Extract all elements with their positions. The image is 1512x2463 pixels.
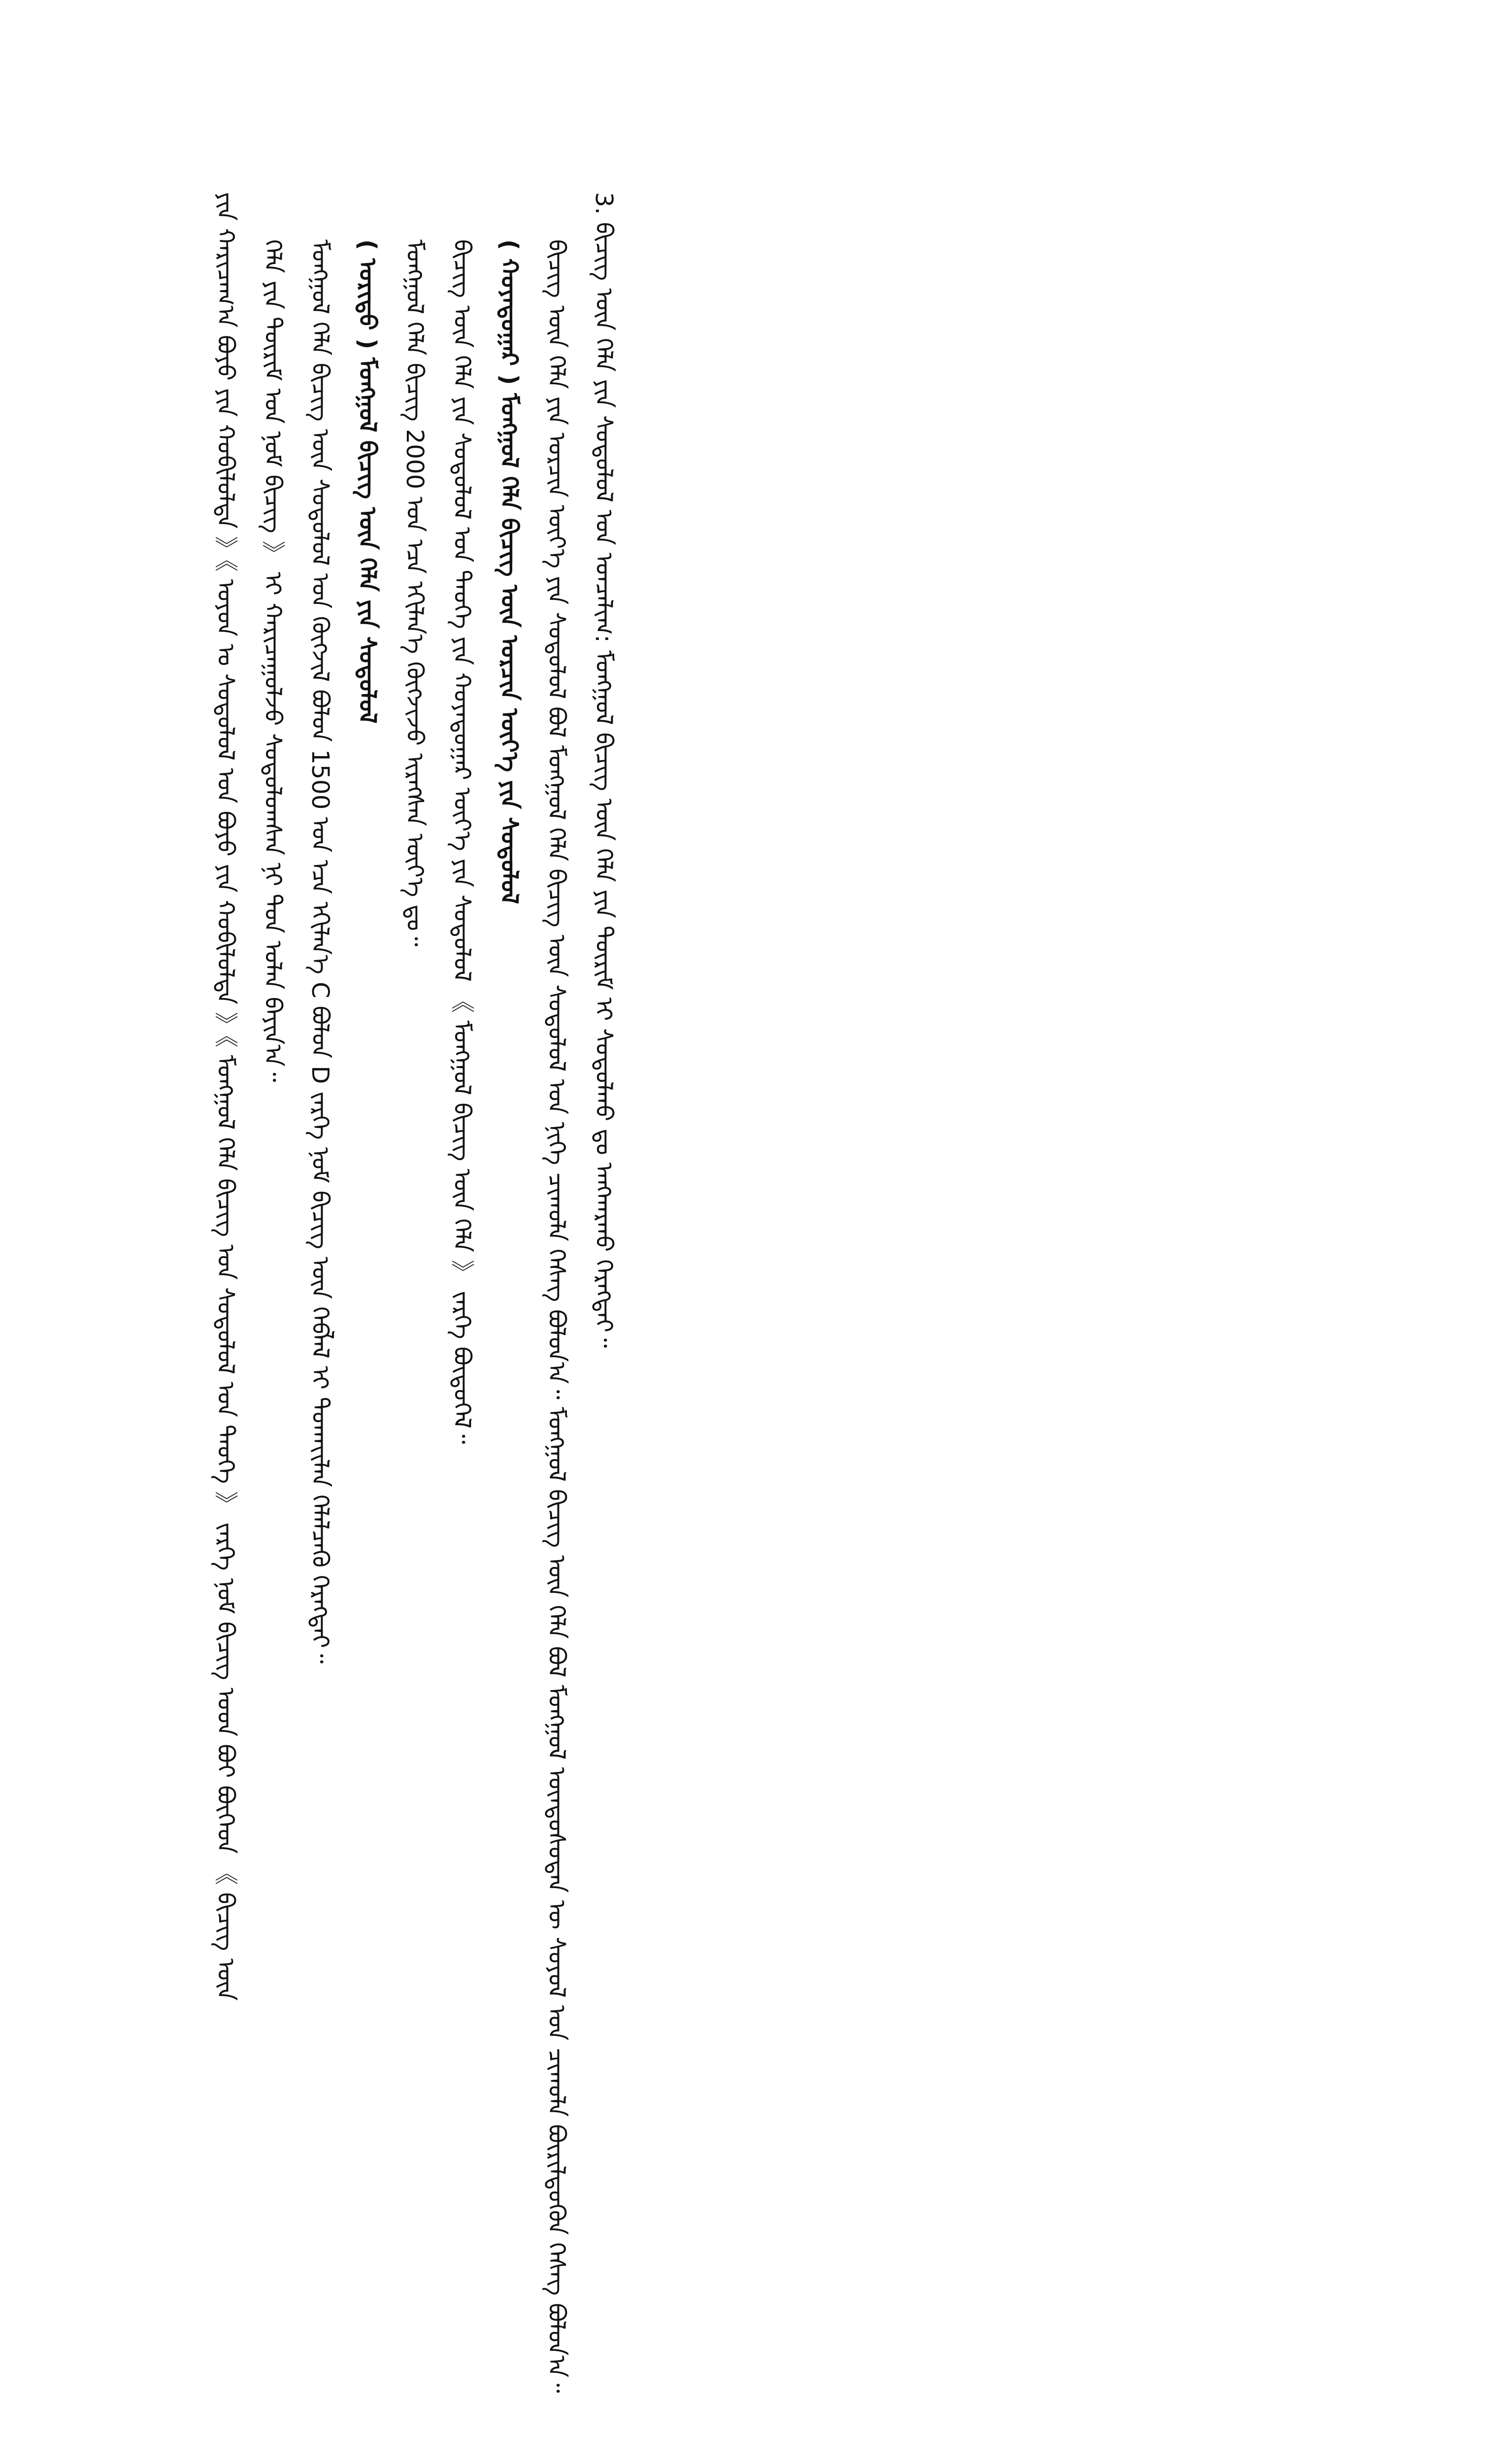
paragraph-7: 3. ᠪᠢᠴᠢᠭ ᠦᠨ ᠬᠡᠯᠡ ᠶᠢᠨ ᠰᠤᠳᠤᠯᠤᠯ ᠤᠨ ᠣᠨᠴᠠᠯᠢᠭ: ᠮᠣᠩᠭᠣᠯ ᠪᠢᠴᠢᠭ ᠦᠨ ᠬᠡᠯᠡ ᠶᠢᠨ ᠳᠦᠷᠢᠮ ᠢ ᠰᠤᠳᠤᠯᠬᠤ ᠳᠤ ᠠᠩᠬᠠᠷᠬᠤ ᠬᠡᠷᠡᠭᠲᠡᠢ᠃ bbox=[590, 192, 618, 1348]
paragraph-5: ᠪᠢᠴᠢᠭ ᠦᠨ ᠬᠡᠯᠡ ᠶᠢᠨ ᠰᠤᠳᠤᠯᠤᠯ ᠤᠨ ᠲᠡᠦᠬᠡ ᠶᠢᠨ ᠬᠣᠶᠠᠳᠤᠭᠠᠷ ᠦᠶ᠎ᠡ ᠶᠢᠨ ᠰᠤᠳᠤᠯᠤᠯ 《 ᠮᠣᠩᠭᠣᠯ ᠪᠢᠴᠢᠭ ᠦᠨ ᠬᠡᠯᠡ 》 ᠵᠡᠷᠭᠡ ᠪᠦᠲᠦᠭᠡᠯ᠃ bbox=[448, 239, 476, 1444]
section-heading-1: ( ᠤᠷᠢᠳᠤ ) ᠮᠣᠩᠭᠣᠯ ᠪᠢᠴᠢᠭ ᠦᠨ ᠬᠡᠯᠡ ᠶᠢᠨ ᠰᠤᠳᠤᠯᠤᠯ bbox=[354, 239, 381, 724]
paragraph-3: ᠮᠣᠩᠭᠣᠯ ᠬᠡᠯᠡ ᠪᠢᠴᠢᠭ ᠦᠨ ᠰᠤᠳᠤᠯᠤᠯ ᠤᠨ ᠬᠥᠭᠵᠢᠯ ᠪᠣᠯᠤᠨ 1500 ᠣᠨ ᠡᠴᠡ ᠡᠬᠢᠯᠡᠨ᠎ᠡ C ᠪᠣᠯᠤᠨ D ᠵᠡᠷᠭᠡ ᠨᠣᠮ ᠪᠢᠴᠢᠭ ᠦᠨ ᠬᠡᠪᠯᠡᠯ ᠢ ᠲᠤᠬᠠᠶ᠋ᠢᠯᠠᠨ ᠬᠡᠯᠡᠯᠴᠡᠬᠦ ᠬᠡᠷᠡᠭᠲᠡᠢ᠃ bbox=[306, 239, 334, 1664]
paragraph-2: ᠬᠡᠯᠡ ᠶᠢᠨ ᠳᠦᠷᠢᠮ ᠤᠨ ᠨᠣᠮ ᠪᠢᠴᠢᠭ 》 ᠢ ᠬᠠᠷᠢᠴᠠᠭᠤᠯᠵᠤ ᠰᠤᠳᠤᠯᠤᠭᠰᠠᠨ ᠨᠢ ᠳᠤᠨ ᠤᠯᠠᠨ ᠪᠠᠶᠢᠨ᠎ᠠ᠃ bbox=[259, 239, 287, 1082]
section-heading-2: ( ᠬᠣᠶᠠᠳᠤᠭᠠᠷ ) ᠮᠣᠩᠭᠣᠯ ᠬᠡᠯᠡ ᠪᠢᠴᠢᠭ ᠦᠨ ᠣᠷᠴᠢᠨ ᠦᠶ᠎ᠡ ᠶᠢᠨ ᠰᠤᠳᠤᠯᠤᠯ bbox=[495, 239, 523, 904]
body-text bbox=[202, 192, 1310, 2463]
paragraph-4: ᠮᠣᠩᠭᠣᠯ ᠬᠡᠯᠡ ᠪᠢᠴᠢᠭ 2000 ᠣᠨ ᠡᠴᠡ ᠡᠬᠢᠯᠡᠨ᠎ᠡ ᠬᠥᠭᠵᠢᠵᠦ ᠢᠷᠡᠭᠰᠡᠨ ᠦᠶ᠎ᠡ ᠳᠤ᠃ bbox=[401, 239, 428, 947]
paragraph-1: ᠶᠢᠨ ᠬᠠᠷᠢᠴᠠᠭ᠎ᠠ ᠪᠤᠶᠤ ᠶᠢᠨ ᠬᠤᠪᠢᠯᠤᠯᠲᠠ 》《 ᠣᠶᠤᠨ ᠤ ᠰᠤᠳᠤᠯᠤᠯ ᠤᠨ ᠪᠤᠶᠤ ᠶᠢᠨ ᠬᠤᠪᠢᠯᠤᠯᠲᠠ 》《 ᠮᠣᠩᠭᠣᠯ ᠬᠡᠯᠡ ᠪᠢᠴᠢᠭ ᠤᠨ ᠰᠤᠳᠤᠯᠤᠯ ᠤᠨ ᠲᠡᠦᠬᠡ 》 ᠵᠡᠷᠭᠡ ᠨᠣᠮ ᠪᠢᠴᠢᠭ ᠤᠳ ᠪᠤᠢ ᠪᠥᠭᠡᠳ 《 ᠪᠢᠴᠢᠭ ᠦᠨ bbox=[212, 192, 239, 2001]
paragraph-6: ᠪᠢᠴᠢᠭ ᠦᠨ ᠬᠡᠯᠡ ᠶᠢᠨ ᠣᠷᠴᠢᠨ ᠦᠶ᠎ᠡ ᠶᠢᠨ ᠰᠤᠳᠤᠯᠤᠯ ᠪᠣᠯ ᠮᠣᠩᠭᠣᠯ ᠬᠡᠯᠡ ᠪᠢᠴᠢᠭ ᠦᠨ ᠰᠤᠳᠤᠯᠤᠯ ᠤᠨ ᠨᠢᠭᠡ ᠴᠢᠬᠤᠯᠠ ᠬᠡᠰᠡᠭ ᠪᠣᠯᠤᠨ᠎ᠠ᠃ ᠮᠣᠩᠭᠣᠯ ᠪᠢᠴᠢᠭ ᠦᠨ ᠬᠡᠯᠡ ᠪᠣᠯ ᠮᠣᠩᠭᠣᠯ ᠦᠨᠳᠦᠰᠦᠲᠡᠨ ᠦ ᠰᠣᠶᠣᠯ ᠤᠨ ᠴᠢᠬᠤᠯᠠ ᠪᠦᠷᠢᠯᠳᠦᠭᠦᠨ ᠬᠡᠰᠡᠭ ᠪᠣᠯᠤᠨ᠎ᠠ᠃ bbox=[543, 239, 570, 2393]
